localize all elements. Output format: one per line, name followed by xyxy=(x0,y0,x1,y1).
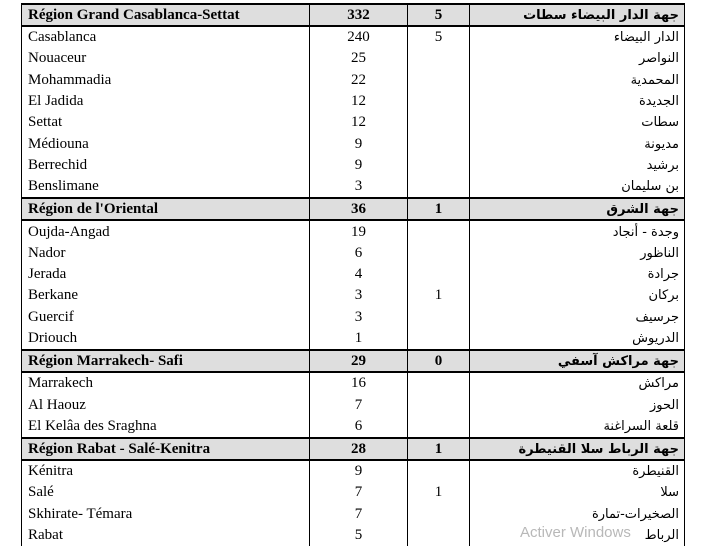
province-name: Salé xyxy=(22,482,310,503)
province-name-arabic: جرادة xyxy=(470,264,685,285)
province-new-cases: 1 xyxy=(408,482,470,503)
region-new-cases: 1 xyxy=(408,438,470,460)
province-new-cases xyxy=(408,372,470,394)
region-name-arabic: جهة الدار البيضاء سطات xyxy=(470,4,685,26)
province-new-cases xyxy=(408,243,470,264)
province-count: 9 xyxy=(310,155,408,176)
province-name-arabic: الحوز xyxy=(470,394,685,415)
province-name-arabic: سطات xyxy=(470,112,685,133)
province-row xyxy=(22,133,685,154)
region-name-arabic: جهة الشرق xyxy=(470,198,685,220)
province-row xyxy=(22,91,685,112)
province-name-arabic: بركان xyxy=(470,285,685,306)
province-count: 12 xyxy=(310,112,408,133)
province-new-cases xyxy=(408,91,470,112)
province-name-arabic: وجدة - أنجاد xyxy=(470,220,685,242)
province-row xyxy=(22,328,685,350)
province-row xyxy=(22,504,685,525)
province-name-arabic: مديونة xyxy=(470,133,685,154)
province-count: 25 xyxy=(310,48,408,69)
province-count: 3 xyxy=(310,285,408,306)
province-name-arabic: الدار البيضاء xyxy=(470,26,685,48)
province-new-cases xyxy=(408,328,470,350)
province-count: 3 xyxy=(310,176,408,198)
province-new-cases xyxy=(408,70,470,91)
province-row xyxy=(22,155,685,176)
province-count: 19 xyxy=(310,220,408,242)
province-count: 9 xyxy=(310,460,408,482)
province-row xyxy=(22,285,685,306)
province-name: Rabat xyxy=(22,525,310,546)
province-count: 7 xyxy=(310,394,408,415)
province-row xyxy=(22,482,685,503)
province-name-arabic: القنيطرة xyxy=(470,460,685,482)
province-new-cases xyxy=(408,155,470,176)
province-name-arabic: سلا xyxy=(470,482,685,503)
province-count: 3 xyxy=(310,307,408,328)
province-name: Oujda-Angad xyxy=(22,220,310,242)
province-count: 5 xyxy=(310,525,408,546)
region-header-row xyxy=(22,198,685,220)
province-name: El Jadida xyxy=(22,91,310,112)
province-name-arabic: بن سليمان xyxy=(470,176,685,198)
province-new-cases xyxy=(408,133,470,154)
province-row xyxy=(22,26,685,48)
region-name: Région Marrakech- Safi xyxy=(22,350,310,372)
province-name: Nouaceur xyxy=(22,48,310,69)
region-new-cases: 1 xyxy=(408,198,470,220)
province-new-cases xyxy=(408,525,470,546)
province-name: Driouch xyxy=(22,328,310,350)
province-new-cases xyxy=(408,48,470,69)
province-new-cases xyxy=(408,460,470,482)
province-new-cases xyxy=(408,220,470,242)
regional-cases-table xyxy=(21,3,685,546)
province-row xyxy=(22,372,685,394)
province-row xyxy=(22,112,685,133)
province-name: Marrakech xyxy=(22,372,310,394)
province-new-cases xyxy=(408,394,470,415)
region-header-row xyxy=(22,438,685,460)
province-name-arabic: الصخيرات-تمارة xyxy=(470,504,685,525)
province-row xyxy=(22,460,685,482)
province-row xyxy=(22,243,685,264)
province-count: 7 xyxy=(310,504,408,525)
province-row xyxy=(22,176,685,198)
activation-watermark: Activer Windows xyxy=(520,524,631,541)
province-count: 16 xyxy=(310,372,408,394)
province-new-cases xyxy=(408,264,470,285)
province-name-arabic: الرباط xyxy=(470,525,685,546)
province-name: Berkane xyxy=(22,285,310,306)
region-name: Région Rabat - Salé-Kenitra xyxy=(22,438,310,460)
province-name-arabic: المحمدية xyxy=(470,70,685,91)
region-total: 332 xyxy=(310,4,408,26)
province-count: 1 xyxy=(310,328,408,350)
province-name: Benslimane xyxy=(22,176,310,198)
province-new-cases xyxy=(408,307,470,328)
province-count: 240 xyxy=(310,26,408,48)
region-name: Région de l'Oriental xyxy=(22,198,310,220)
province-row xyxy=(22,264,685,285)
province-new-cases: 5 xyxy=(408,26,470,48)
region-total: 36 xyxy=(310,198,408,220)
province-name-arabic: الدريوش xyxy=(470,328,685,350)
province-name-arabic: برشيد xyxy=(470,155,685,176)
province-count: 6 xyxy=(310,416,408,438)
province-row xyxy=(22,394,685,415)
province-name-arabic: النواصر xyxy=(470,48,685,69)
region-total: 29 xyxy=(310,350,408,372)
province-name: El Kelâa des Sraghna xyxy=(22,416,310,438)
province-count: 6 xyxy=(310,243,408,264)
province-new-cases xyxy=(408,416,470,438)
province-name: Berrechid xyxy=(22,155,310,176)
province-name-arabic: قلعة السراغنة xyxy=(470,416,685,438)
province-count: 12 xyxy=(310,91,408,112)
province-row xyxy=(22,220,685,242)
province-name: Kénitra xyxy=(22,460,310,482)
region-name-arabic: جهة الرباط سلا القنيطرة xyxy=(470,438,685,460)
region-new-cases: 0 xyxy=(408,350,470,372)
province-name: Jerada xyxy=(22,264,310,285)
province-new-cases xyxy=(408,176,470,198)
region-name-arabic: جهة مراكش آسفي xyxy=(470,350,685,372)
province-row xyxy=(22,70,685,91)
province-name: Settat xyxy=(22,112,310,133)
province-new-cases xyxy=(408,504,470,525)
province-name: Médiouna xyxy=(22,133,310,154)
region-new-cases: 5 xyxy=(408,4,470,26)
province-count: 4 xyxy=(310,264,408,285)
region-header-row xyxy=(22,4,685,26)
province-name: Guercif xyxy=(22,307,310,328)
province-row xyxy=(22,416,685,438)
province-name: Skhirate- Témara xyxy=(22,504,310,525)
province-name-arabic: الجديدة xyxy=(470,91,685,112)
province-name: Nador xyxy=(22,243,310,264)
province-name: Mohammadia xyxy=(22,70,310,91)
region-header-row xyxy=(22,350,685,372)
province-row xyxy=(22,307,685,328)
province-row xyxy=(22,48,685,69)
region-name: Région Grand Casablanca-Settat xyxy=(22,4,310,26)
province-name-arabic: جرسيف xyxy=(470,307,685,328)
province-count: 9 xyxy=(310,133,408,154)
province-name-arabic: الناظور xyxy=(470,243,685,264)
province-name-arabic: مراكش xyxy=(470,372,685,394)
region-total: 28 xyxy=(310,438,408,460)
province-new-cases xyxy=(408,112,470,133)
province-name: Casablanca xyxy=(22,26,310,48)
province-count: 7 xyxy=(310,482,408,503)
province-count: 22 xyxy=(310,70,408,91)
province-name: Al Haouz xyxy=(22,394,310,415)
province-new-cases: 1 xyxy=(408,285,470,306)
